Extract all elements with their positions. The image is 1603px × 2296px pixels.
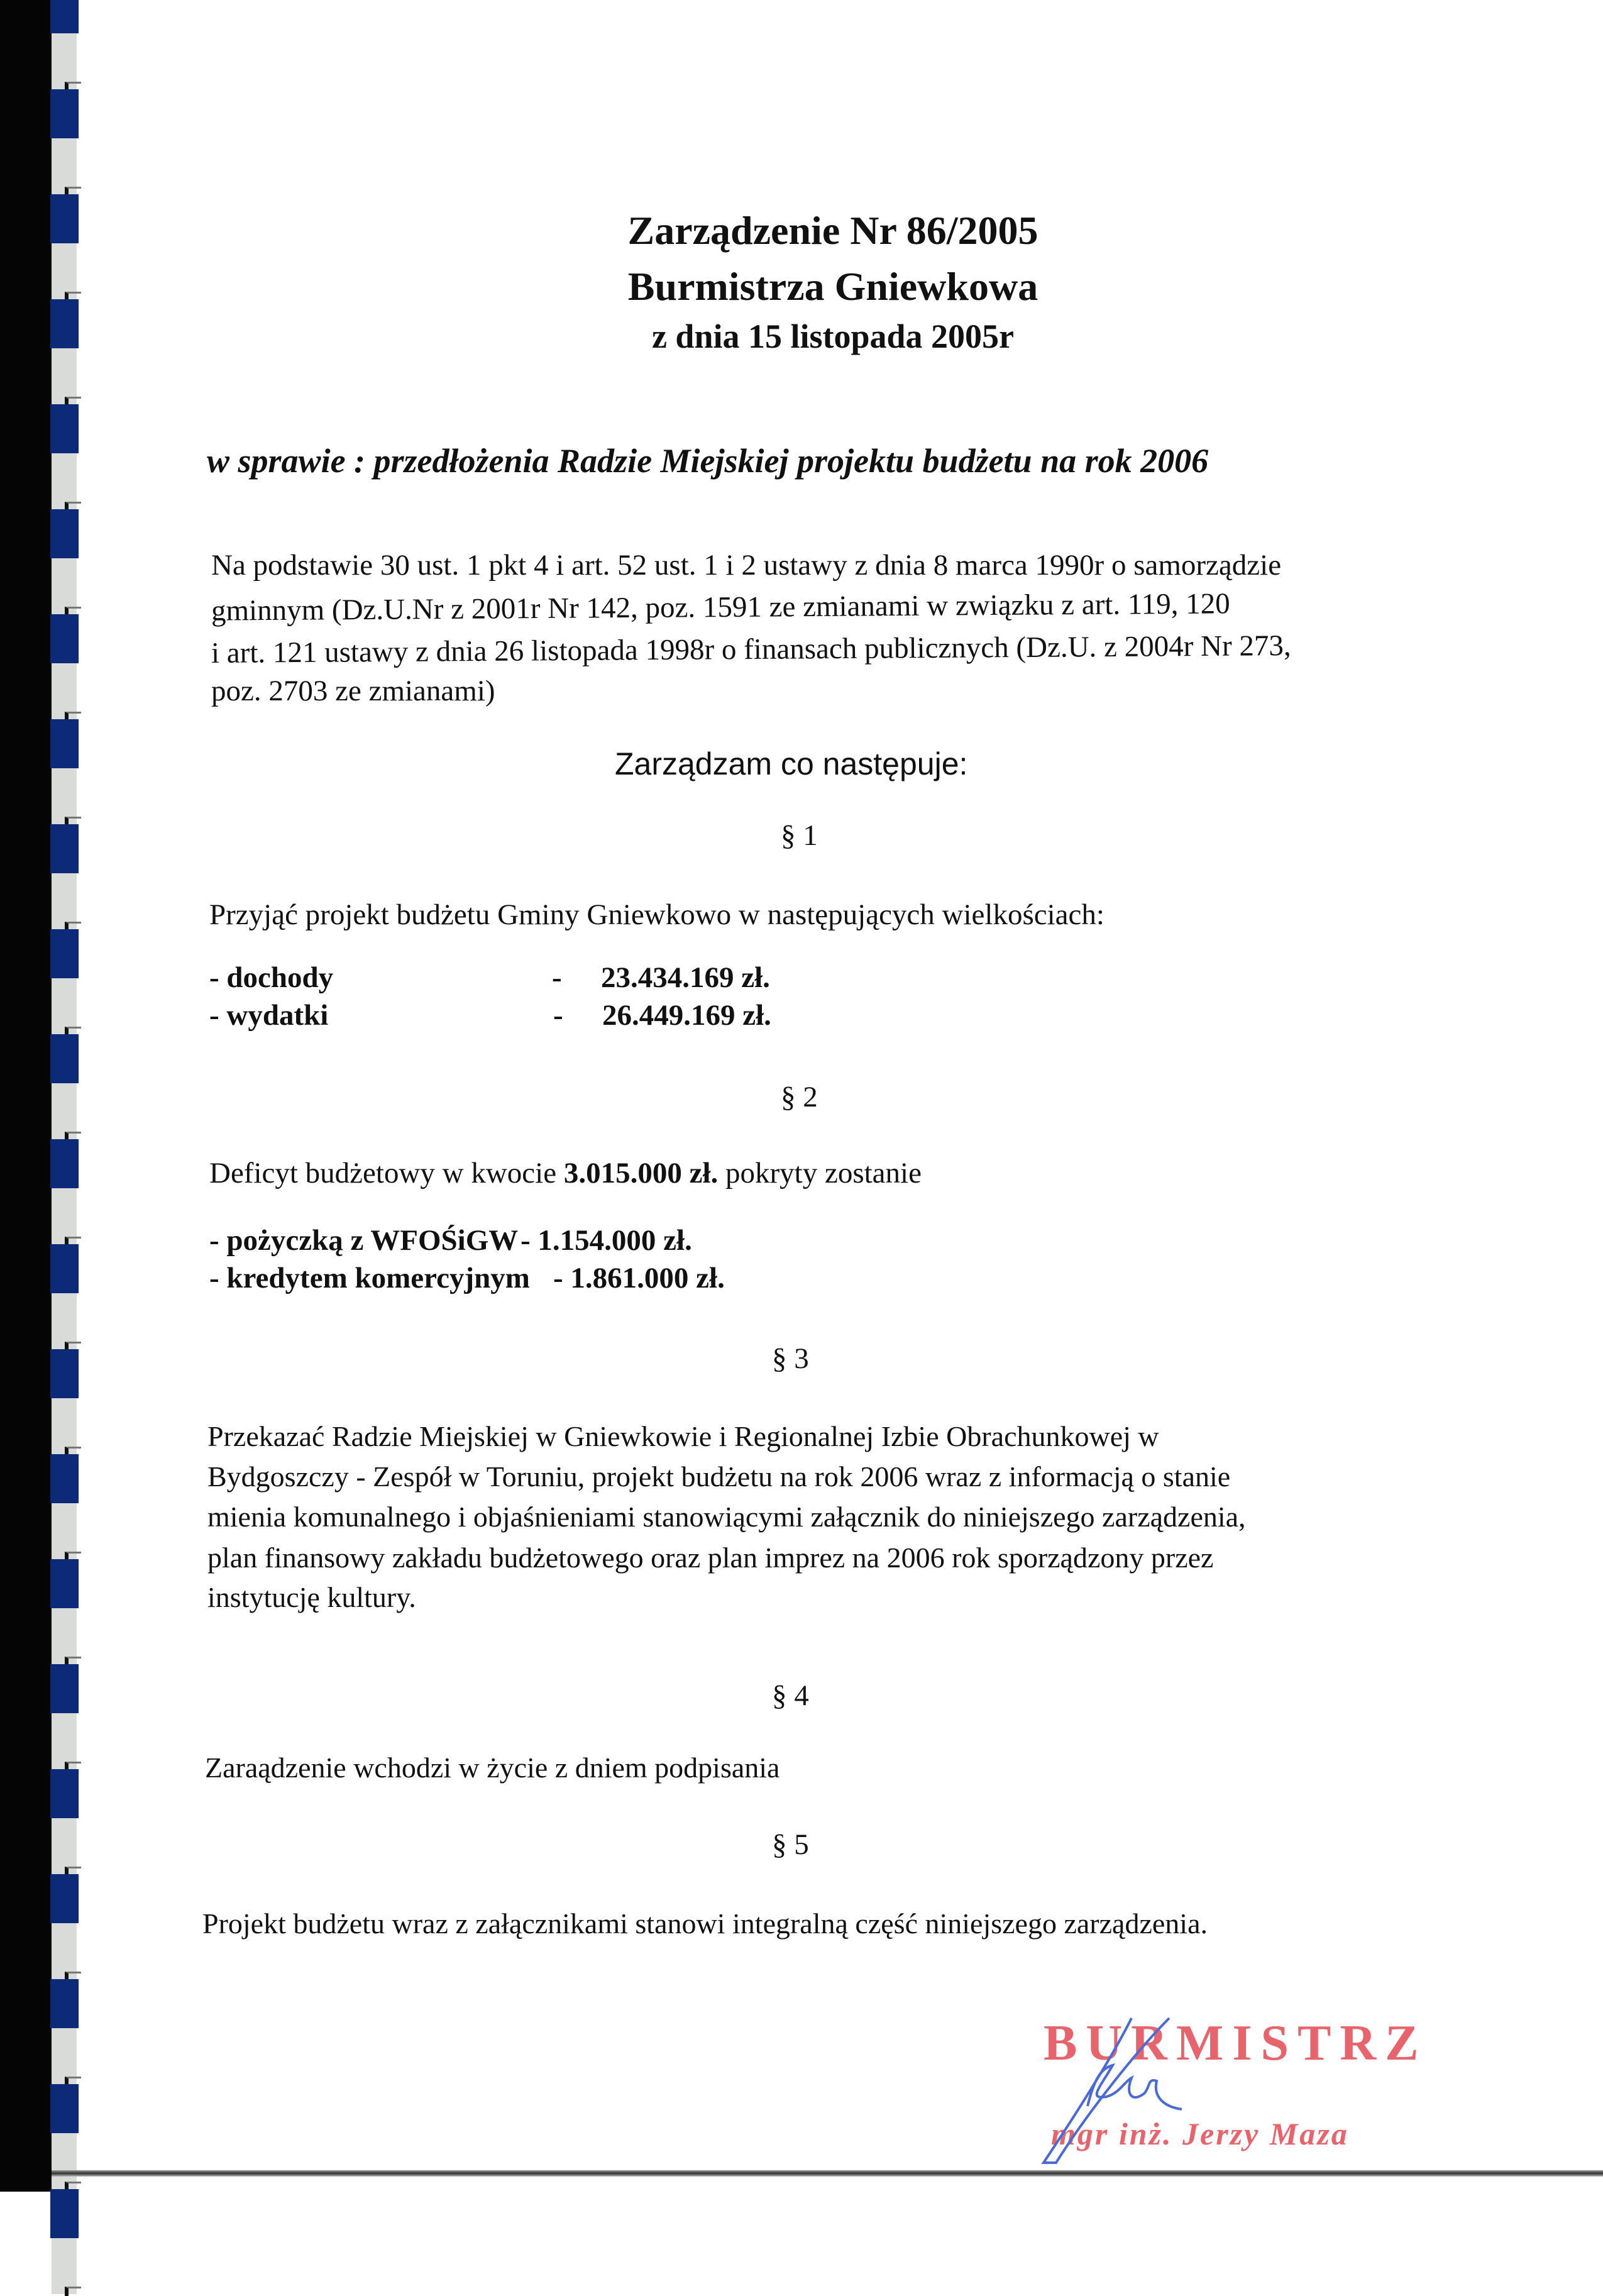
- binding-gap: [52, 1293, 77, 1349]
- binding-gap: [52, 873, 77, 929]
- binding-ring: [50, 614, 79, 663]
- legal-basis-line: Na podstawie 30 ust. 1 pkt 4 i art. 52 ust. 1 i 2 ustawy z dnia 8 marca 1990r o samorządzie: [211, 549, 1282, 582]
- binding-ring: [50, 0, 79, 33]
- credit-amount: - 1.861.000 zł.: [553, 1262, 725, 1294]
- legal-basis-line: i art. 121 ustawy z dnia 26 listopada 1998r o finansach publicznych (Dz.U. z 2004r Nr 273,: [211, 629, 1291, 670]
- binding-gap: [52, 1608, 77, 1664]
- loan-label: - pożyczką z WFOŚiGW: [209, 1224, 519, 1257]
- binding-ring: [50, 1664, 79, 1713]
- binding-gap: [52, 453, 77, 509]
- binding-gap: [52, 1503, 77, 1559]
- expenses-label: - wydatki: [209, 999, 329, 1032]
- binding-ring: [50, 2084, 79, 2133]
- section-3-line: instytucję kultury.: [207, 1581, 416, 1613]
- binding-gap: [52, 558, 77, 614]
- section-mark-4: § 4: [772, 1679, 809, 1712]
- binding-gap: [52, 1083, 77, 1139]
- section-3-line: mienia komunalnego i objaśnieniami stanowiącymi załącznik do niniejszego zarządzenia,: [207, 1501, 1246, 1533]
- document-date: z dnia 15 listopada 2005r: [651, 317, 1015, 355]
- binding-gap: [52, 2238, 77, 2294]
- issuer: Burmistrza Gniewkowa: [627, 264, 1038, 309]
- binding-gap: [52, 138, 77, 194]
- legal-basis-line: gminnym (Dz.U.Nr z 2001r Nr 142, poz. 1591 ze zmianami w związku z art. 119, 120: [211, 587, 1230, 627]
- binding-ring: [50, 1139, 79, 1188]
- binding-gap: [52, 1713, 77, 1769]
- signature: [1037, 2006, 1352, 2169]
- binding-ring: [50, 824, 79, 873]
- binding-ring: [50, 929, 79, 978]
- binding-ring: [50, 509, 79, 558]
- scan-bottom-edge: [52, 2170, 1603, 2177]
- binding-gap: [52, 1818, 77, 1874]
- section-1-text: Przyjąć projekt budżetu Gminy Gniewkowo w następujących wielkościach:: [209, 898, 1104, 931]
- income-dash: -: [552, 961, 562, 994]
- section-mark-5: § 5: [772, 1828, 809, 1861]
- decree-heading: Zarządzam co następuje:: [615, 746, 968, 781]
- deficit-text-after: pokryty zostanie: [718, 1157, 922, 1189]
- binding-ring: [50, 1874, 79, 1923]
- binding-ring: [50, 89, 79, 138]
- expenses-amount: 26.449.169 zł.: [602, 999, 771, 1032]
- loan-amount: - 1.154.000 zł.: [521, 1224, 692, 1257]
- credit-label: - kredytem komercyjnym: [209, 1262, 530, 1294]
- binding-ring: [50, 1559, 79, 1608]
- legal-basis-line: poz. 2703 ze zmianami): [211, 675, 495, 707]
- section-5-text: Projekt budżetu wraz z załącznikami stanowi integralną część niniejszego zarządzenia.: [202, 1907, 1208, 1940]
- section-3-line: Bydgoszczy - Zespół w Toruniu, projekt budżetu na rok 2006 wraz z informacją o stanie: [207, 1460, 1231, 1493]
- binding-gap: [52, 978, 77, 1034]
- binding-ring: [50, 1454, 79, 1503]
- section-2-text: [209, 1159, 922, 1188]
- deficit-amount: 3.015.000 zł.: [563, 1157, 719, 1189]
- binding-ring: [50, 1349, 79, 1398]
- binding-gap: [52, 663, 77, 719]
- binding-gap: [52, 2028, 77, 2084]
- section-3-line: Przekazać Radzie Miejskiej w Gniewkowie i Regionalnej Izbie Obrachunkowej w: [207, 1420, 1159, 1452]
- section-4-text: Zaraądzenie wchodzi w życie z dniem podpisania: [205, 1752, 780, 1784]
- binding-ring: [50, 1244, 79, 1293]
- binding-gap: [52, 1188, 77, 1244]
- binding-ring: [50, 719, 79, 768]
- expenses-dash: -: [553, 999, 563, 1032]
- income-label: - dochody: [209, 961, 334, 994]
- subject: w sprawie : przedłożenia Radzie Miejskiej projektu budżetu na rok 2006: [207, 442, 1209, 480]
- binding-ring: [50, 1979, 79, 2028]
- binding-gap: [52, 1398, 77, 1454]
- binding-ring: [50, 404, 79, 453]
- document-title: Zarządzenie Nr 86/2005: [627, 208, 1038, 253]
- section-mark-1: § 1: [781, 819, 818, 852]
- deficit-text: Deficyt budżetowy w kwocie: [209, 1157, 564, 1189]
- binding-gap: [52, 348, 77, 404]
- binding-gap: [52, 1923, 77, 1979]
- binding-ring: [50, 2189, 79, 2238]
- stamp-title: BURMISTRZ: [1044, 2016, 1428, 2071]
- binding-ring: [50, 1034, 79, 1083]
- stamp-name: mgr inż. Jerzy Maza: [1051, 2116, 1349, 2151]
- binding-ring: [50, 1769, 79, 1818]
- binding-clip: [65, 2287, 81, 2296]
- section-mark-3: § 3: [772, 1342, 809, 1375]
- income-amount: 23.434.169 zł.: [601, 961, 770, 994]
- binding-gap: [52, 33, 77, 89]
- section-mark-2: § 2: [781, 1081, 818, 1113]
- binding-gap: [52, 768, 77, 824]
- binding-gap: [52, 2133, 77, 2189]
- section-3-line: plan finansowy zakładu budżetowego oraz plan imprez na 2006 rok sporządzony przez: [207, 1542, 1214, 1574]
